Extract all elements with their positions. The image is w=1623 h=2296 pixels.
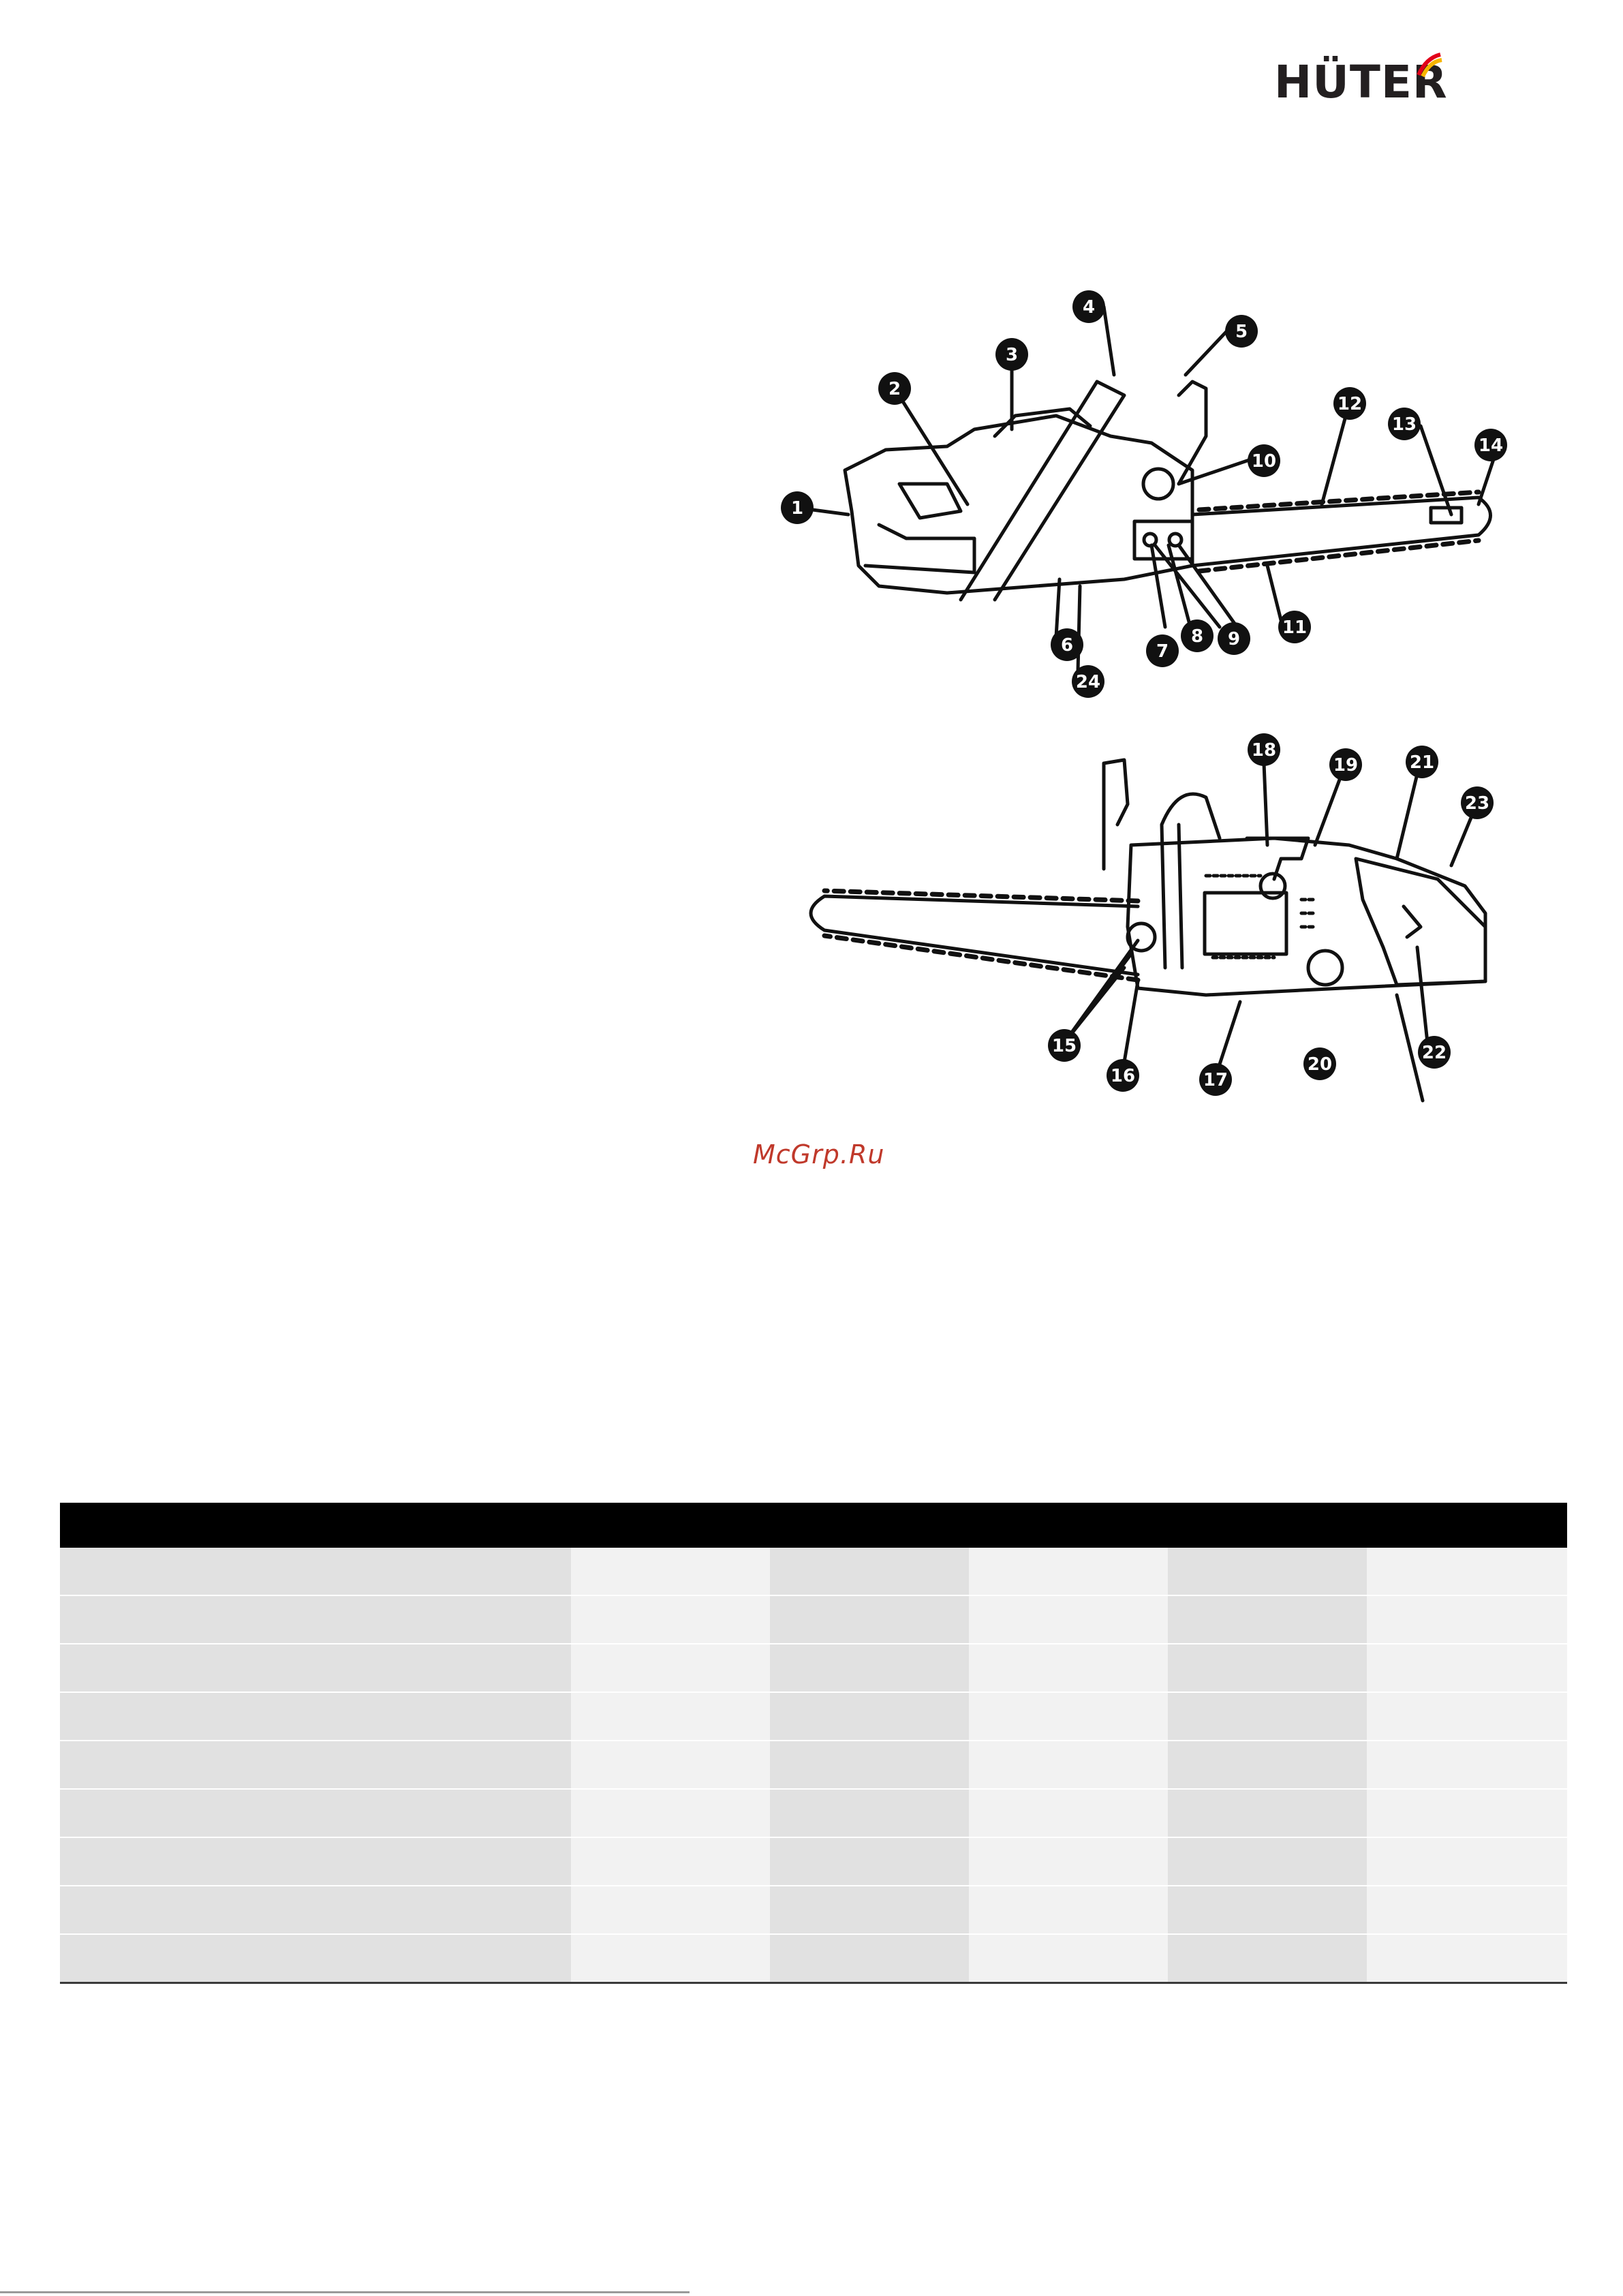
- watermark: McGrp.Ru: [753, 1139, 885, 1169]
- callout-9: [1218, 622, 1250, 655]
- callout-23: [1461, 786, 1494, 819]
- callout-16: [1107, 1059, 1139, 1092]
- table-row: [60, 1934, 1567, 1983]
- callout-15: [1048, 1029, 1081, 1062]
- chainsaw-other-side-figure: [784, 722, 1526, 1104]
- brand-logo: HÜTER: [1274, 56, 1448, 108]
- callout-4: [1072, 290, 1105, 323]
- svg-text:21: 21: [1409, 752, 1435, 773]
- svg-text:20: 20: [1307, 1054, 1333, 1075]
- svg-text:5: 5: [1235, 322, 1248, 342]
- callout-7: [1146, 634, 1179, 667]
- callout-18: [1248, 733, 1280, 766]
- callout-13: [1388, 408, 1421, 440]
- spec-table: [60, 1503, 1567, 1984]
- table-header-cell: [1367, 1503, 1567, 1548]
- callout-8: [1181, 619, 1214, 652]
- callout-14: [1474, 429, 1507, 461]
- callout-22: [1418, 1036, 1451, 1069]
- svg-text:17: 17: [1203, 1070, 1228, 1090]
- callout-3: [995, 338, 1028, 371]
- table-header-cell: [571, 1503, 770, 1548]
- svg-text:1: 1: [790, 498, 804, 519]
- svg-text:16: 16: [1110, 1066, 1136, 1086]
- callout-21: [1406, 746, 1438, 778]
- logo-swoosh-icon: [1416, 52, 1443, 79]
- svg-text:24: 24: [1075, 672, 1101, 692]
- callout-1: [781, 491, 814, 524]
- table-row: [60, 1886, 1567, 1934]
- svg-text:18: 18: [1251, 740, 1277, 761]
- callout-5: [1225, 315, 1258, 348]
- svg-text:23: 23: [1464, 793, 1490, 814]
- table-row: [60, 1644, 1567, 1692]
- table-row: [60, 1595, 1567, 1644]
- svg-text:8: 8: [1190, 626, 1204, 647]
- callout-17: [1199, 1063, 1232, 1096]
- table-row: [60, 1837, 1567, 1886]
- callout-10: [1248, 444, 1280, 477]
- svg-text:6: 6: [1060, 635, 1074, 656]
- table-header-cell: [969, 1503, 1168, 1548]
- table-header-cell: [770, 1503, 969, 1548]
- callout-2: [878, 372, 911, 405]
- table-header-cell: [60, 1503, 571, 1548]
- svg-text:19: 19: [1333, 755, 1359, 776]
- callout-24: [1072, 665, 1104, 698]
- svg-text:10: 10: [1251, 451, 1277, 472]
- callout-12: [1333, 387, 1366, 420]
- table-row: [60, 1789, 1567, 1837]
- svg-text:22: 22: [1421, 1043, 1447, 1063]
- svg-text:11: 11: [1282, 617, 1308, 638]
- chainsaw-side-view-figure: [770, 279, 1526, 702]
- svg-text:4: 4: [1082, 297, 1096, 318]
- svg-text:2: 2: [888, 379, 901, 399]
- svg-text:9: 9: [1227, 629, 1241, 649]
- table-row: [60, 1548, 1567, 1595]
- svg-text:12: 12: [1337, 394, 1363, 414]
- callout-19: [1329, 748, 1362, 781]
- table-header-cell: [1168, 1503, 1367, 1548]
- svg-text:13: 13: [1391, 414, 1417, 435]
- callout-11: [1278, 611, 1311, 643]
- svg-text:15: 15: [1051, 1036, 1077, 1056]
- footer-divider: [0, 2291, 690, 2293]
- table-header-row: [60, 1503, 1567, 1548]
- svg-text:7: 7: [1156, 641, 1169, 662]
- callout-20: [1303, 1047, 1336, 1080]
- table-row: [60, 1741, 1567, 1789]
- svg-text:14: 14: [1478, 435, 1504, 456]
- callout-6: [1051, 628, 1083, 661]
- table-row: [60, 1692, 1567, 1741]
- svg-text:3: 3: [1005, 345, 1019, 365]
